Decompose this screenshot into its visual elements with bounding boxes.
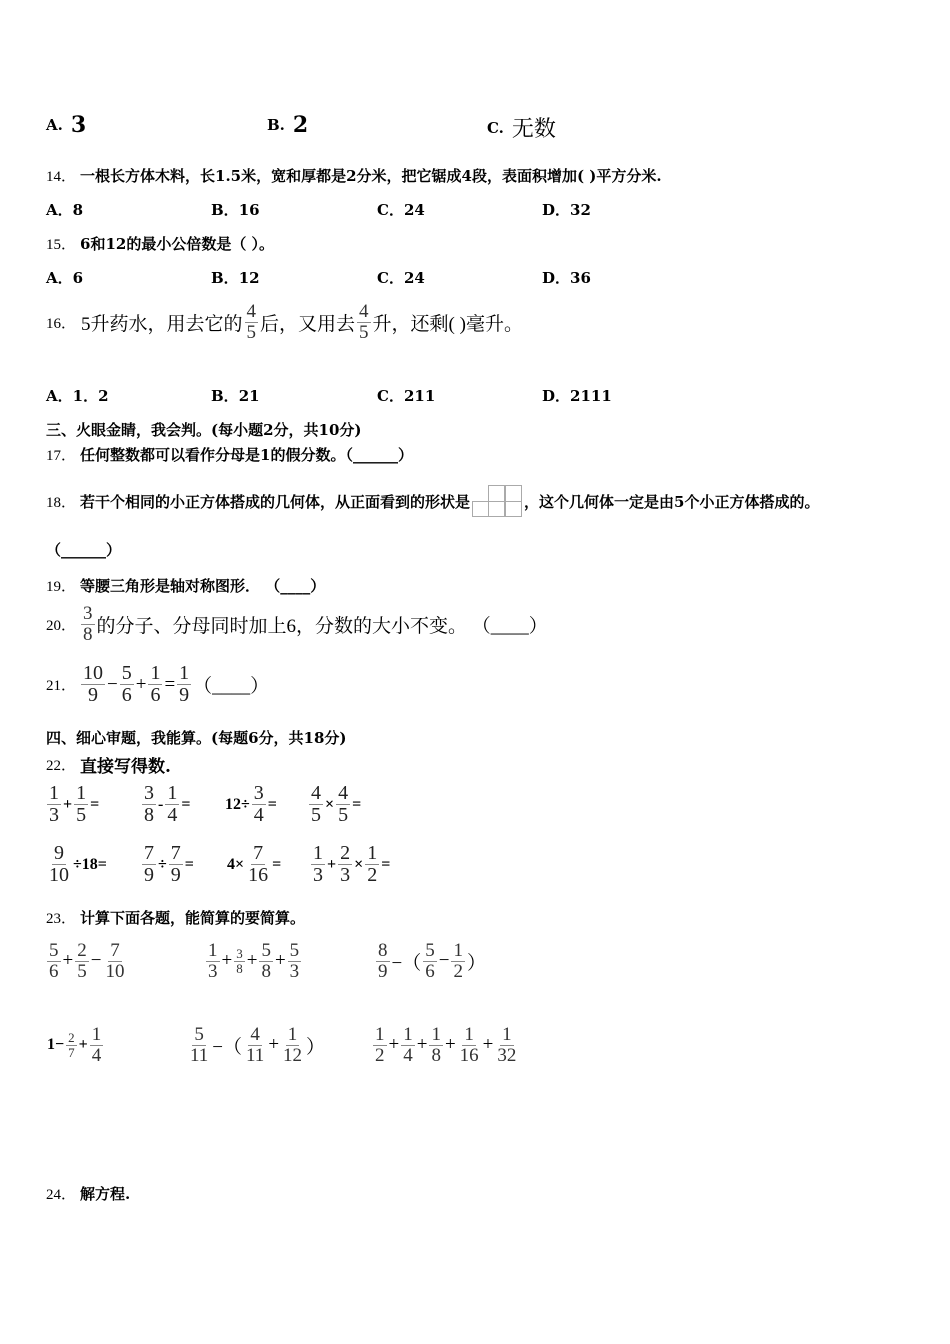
question-19 <box>46 575 325 596</box>
fraction <box>120 663 134 706</box>
fraction-numerator: 1 <box>375 1024 385 1045</box>
option-label: C． <box>377 387 404 405</box>
option-label: B. <box>267 116 285 134</box>
fraction-denominator: 6 <box>49 960 59 982</box>
expression <box>308 783 362 826</box>
q16-option-a <box>46 385 109 406</box>
fraction-numerator: 5 <box>49 940 59 961</box>
question-21 <box>46 663 270 706</box>
option-label: D． <box>542 387 571 405</box>
expression <box>46 783 100 826</box>
fraction-denominator: 4 <box>403 1044 413 1066</box>
option-value: 24 <box>403 268 425 287</box>
question-15 <box>46 233 274 254</box>
fraction-numerator: 1 <box>453 940 463 961</box>
question-text: 解方程. <box>80 1185 131 1203</box>
fraction-numerator: 3 <box>83 603 93 624</box>
question-17 <box>46 444 413 465</box>
fraction-denominator: 10 <box>49 864 69 886</box>
fraction-numerator: 7 <box>144 842 154 864</box>
fraction-denominator: 9 <box>179 684 190 706</box>
fraction-numerator: 5 <box>194 1024 204 1045</box>
fraction <box>336 783 350 826</box>
fraction <box>423 941 437 982</box>
fraction-numerator: 1 <box>367 842 378 864</box>
fraction <box>66 1031 77 1059</box>
fraction <box>81 663 105 706</box>
fraction <box>188 1025 210 1066</box>
option-value: 2 <box>292 112 309 138</box>
question-text: 计算下面各题，能简算的要简算。 <box>80 909 306 927</box>
question-text: 若干个相同的小正方体搭成的几何体，从正面看到的形状是 <box>80 492 471 511</box>
q23-item <box>375 941 487 982</box>
expression <box>372 1025 519 1066</box>
fraction-denominator: 8 <box>144 804 154 826</box>
fraction-numerator: 10 <box>83 662 104 684</box>
option-value: 12 <box>238 268 260 287</box>
q14-option-a <box>46 199 83 220</box>
fraction-numerator: 3 <box>144 782 154 804</box>
fraction-numerator: 5 <box>121 662 132 684</box>
option-value: 2111 <box>570 386 612 405</box>
fraction-denominator: 5 <box>246 321 257 343</box>
fraction-denominator: 8 <box>83 623 93 645</box>
expression <box>187 1025 326 1066</box>
fraction-denominator: 3 <box>289 960 300 982</box>
option-label: A． <box>46 269 73 287</box>
fraction-numerator: 1 <box>179 662 190 684</box>
expression-text: = <box>352 795 362 813</box>
fraction-denominator: 5 <box>338 804 349 826</box>
fraction-denominator: 6 <box>150 684 161 706</box>
question-number: 14． <box>46 169 77 185</box>
fraction-denominator: 9 <box>170 864 181 886</box>
fraction-numerator: 3 <box>253 782 264 804</box>
question-text: 任何整数都可以看作分母是1的假分数。（______） <box>80 446 413 464</box>
option-label: D． <box>542 269 571 287</box>
fraction-numerator: 1 <box>313 842 323 864</box>
section-3-heading: 三、火眼金睛，我会判。(每小题2分，共10分) <box>46 421 362 439</box>
option-value: 3 <box>70 112 87 138</box>
q15-option-a <box>46 267 83 288</box>
q22-item <box>308 783 362 826</box>
q22-item <box>46 843 108 886</box>
option-value: 16 <box>238 200 260 219</box>
fraction <box>244 1025 266 1066</box>
fraction <box>357 302 371 343</box>
expression-text: + <box>246 950 258 972</box>
option-label: A． <box>46 201 73 219</box>
expression-text: + <box>221 950 233 972</box>
expression-text: −（ <box>212 1036 243 1058</box>
option-label: A． <box>46 387 73 405</box>
question-24 <box>46 1183 130 1204</box>
option-value: 211 <box>403 386 436 405</box>
fraction-denominator: 3 <box>313 864 323 886</box>
fraction <box>74 783 88 826</box>
expression-text: + <box>135 673 147 695</box>
fraction <box>177 663 191 706</box>
question-number: 22． <box>46 758 77 774</box>
expression <box>141 783 191 826</box>
expression-text: （____） <box>193 676 270 697</box>
fraction-numerator: 9 <box>54 842 64 864</box>
question-text: 直接写得数. <box>80 757 171 777</box>
q13-option-c <box>487 112 556 143</box>
fraction <box>495 1025 518 1066</box>
fraction <box>169 843 183 886</box>
expression <box>141 843 195 886</box>
fraction-numerator: 4 <box>250 1024 260 1045</box>
q22-item <box>141 843 195 886</box>
fraction <box>47 783 61 826</box>
fraction <box>373 1025 387 1066</box>
expression-text: −（ <box>391 952 422 974</box>
option-label: C． <box>377 269 404 287</box>
q23-item <box>187 1025 326 1066</box>
fraction-numerator: 5 <box>425 940 435 961</box>
expression-text: × <box>325 795 335 813</box>
fraction-denominator: 16 <box>459 1044 479 1066</box>
fraction <box>311 843 325 886</box>
expression <box>310 843 391 886</box>
q23-item <box>46 1025 104 1066</box>
expression-text: − <box>438 950 450 972</box>
fraction <box>206 941 220 982</box>
q13-option-b <box>267 112 308 138</box>
expression <box>46 843 108 886</box>
question-text: 等腰三角形是轴对称图形． （____） <box>80 577 326 595</box>
expression-text: + <box>416 1034 428 1056</box>
fraction-numerator: 1 <box>150 662 161 684</box>
expression-text: ÷18= <box>73 855 107 873</box>
expression-text: × <box>354 855 364 873</box>
fraction-denominator: 32 <box>497 1044 517 1066</box>
fraction-denominator: 11 <box>190 1044 209 1066</box>
q22-item <box>224 783 278 826</box>
q22-item <box>226 843 282 886</box>
fraction-denominator: 3 <box>340 864 351 886</box>
question-22 <box>46 752 171 777</box>
fraction <box>338 843 352 886</box>
expression-text: = <box>164 673 176 695</box>
option-value: 1．2 <box>72 387 109 405</box>
fraction <box>365 843 379 886</box>
fraction-denominator: 5 <box>359 321 369 343</box>
question-number: 24． <box>46 1187 77 1203</box>
q14-option-c <box>377 199 425 220</box>
question-number: 15． <box>46 237 77 253</box>
fraction-denominator: 5 <box>76 804 87 826</box>
fraction-numerator: 8 <box>378 940 388 961</box>
fraction <box>165 783 179 826</box>
fraction <box>47 843 71 886</box>
option-label: B． <box>211 269 239 287</box>
fraction <box>148 663 162 706</box>
fraction-numerator: 4 <box>246 301 257 322</box>
expression-text: = <box>272 855 282 873</box>
q16-option-d <box>542 385 612 406</box>
question-text-continued: ，这个几何体一定是由5个小正方体搭成的。 <box>524 492 820 511</box>
fraction-denominator: 4 <box>91 1044 102 1066</box>
question-number: 21． <box>46 678 77 694</box>
expression-text: − <box>90 950 102 972</box>
fraction <box>451 941 465 982</box>
expression-text: + <box>268 1034 280 1056</box>
option-label: B． <box>211 387 239 405</box>
expression <box>46 941 127 982</box>
fraction-denominator: 3 <box>208 960 218 982</box>
expression-text: 1− <box>47 1036 65 1054</box>
expression-text: 升，还剩( )毫升。 <box>372 313 523 335</box>
fraction-denominator: 2 <box>367 864 378 886</box>
fraction <box>234 947 245 975</box>
option-label: D． <box>542 201 571 219</box>
question-number: 20． <box>46 617 77 634</box>
fraction-numerator: 7 <box>110 940 120 961</box>
fraction <box>376 941 390 982</box>
fraction-denominator: 3 <box>49 804 59 826</box>
question-text <box>80 302 524 343</box>
option-value: 无数 <box>511 117 556 142</box>
fraction-denominator: 12 <box>283 1044 303 1066</box>
q22-item <box>141 783 191 826</box>
question-number: 16． <box>46 315 77 332</box>
fraction-numerator: 2 <box>68 1030 75 1046</box>
expression-text: 5升药水，用去它的 <box>81 313 243 335</box>
question-expression <box>80 663 270 706</box>
question-14 <box>46 165 662 186</box>
fraction <box>90 1025 104 1066</box>
question-23 <box>46 907 305 928</box>
fraction <box>252 783 266 826</box>
fraction-numerator: 4 <box>338 782 349 804</box>
fraction-numerator: 3 <box>236 946 243 962</box>
q14-option-d <box>542 199 591 220</box>
fraction-numerator: 1 <box>464 1024 474 1045</box>
question-16 <box>46 302 524 343</box>
q22-item <box>46 783 100 826</box>
expression-text: ） <box>466 952 486 974</box>
expression <box>375 941 487 982</box>
q13-option-a <box>46 112 86 138</box>
option-value: 8 <box>72 200 84 219</box>
front-view-shape-figure <box>472 485 522 517</box>
expression <box>226 843 282 886</box>
fraction <box>47 941 61 982</box>
q14-option-b <box>211 199 260 220</box>
fraction-denominator: 9 <box>144 864 154 886</box>
question-number: 18． <box>46 494 77 511</box>
expression-text: + <box>482 1034 494 1056</box>
expression-text: + <box>444 1034 456 1056</box>
fraction-numerator: 4 <box>359 301 369 322</box>
fraction-numerator: 1 <box>76 782 87 804</box>
q15-option-c <box>377 267 425 288</box>
option-value: 21 <box>238 386 260 405</box>
fraction <box>429 1025 443 1066</box>
fraction-denominator: 7 <box>68 1044 75 1060</box>
q16-option-b <box>211 385 260 406</box>
expression-text: + <box>388 1034 400 1056</box>
option-label: B． <box>211 201 239 219</box>
fraction-denominator: 16 <box>248 864 269 886</box>
q23-item <box>372 1025 519 1066</box>
fraction <box>259 941 273 982</box>
expression-text: ÷ <box>158 855 167 873</box>
fraction-numerator: 1 <box>431 1024 441 1045</box>
question-20 <box>46 604 549 645</box>
question-number: 23． <box>46 911 77 927</box>
fraction-denominator: 4 <box>253 804 264 826</box>
fraction-numerator: 1 <box>403 1024 413 1045</box>
fraction-numerator: 7 <box>170 842 181 864</box>
expression-text: ） <box>306 1036 326 1058</box>
fraction-numerator: 1 <box>287 1024 298 1045</box>
section-4-heading: 四、细心审题，我能算。(每题6分，共18分) <box>46 729 347 747</box>
expression-text: = <box>184 855 194 873</box>
fraction <box>245 302 259 343</box>
expression-text: = <box>267 795 277 813</box>
fraction-denominator: 9 <box>378 960 388 982</box>
fraction <box>75 941 89 982</box>
expression-text: + <box>78 1036 88 1054</box>
fraction-numerator: 1 <box>49 782 59 804</box>
q22-item <box>310 843 391 886</box>
fraction-denominator: 6 <box>425 960 435 982</box>
option-value: 24 <box>403 200 425 219</box>
expression <box>224 783 278 826</box>
expression-text: = <box>90 795 100 813</box>
fraction-denominator: 8 <box>431 1044 441 1066</box>
q15-option-b <box>211 267 260 288</box>
fraction-numerator: 5 <box>261 940 271 961</box>
q23-item <box>46 941 127 982</box>
option-value: 6 <box>72 268 84 287</box>
fraction-denominator: 8 <box>236 960 243 976</box>
expression-text: 的分子、分母同时加上6，分数的大小不变。 （____） <box>96 615 548 637</box>
fraction-denominator: 2 <box>453 960 463 982</box>
question-number: 19． <box>46 579 77 595</box>
fraction <box>142 783 156 826</box>
fraction-numerator: 1 <box>208 940 218 961</box>
option-label: C. <box>487 118 504 137</box>
fraction-denominator: 5 <box>77 960 87 982</box>
fraction-denominator: 4 <box>167 804 178 826</box>
fraction-denominator: 2 <box>375 1044 385 1066</box>
option-label: C． <box>377 201 404 219</box>
fraction <box>281 1025 304 1066</box>
expression-text: 4× <box>227 855 245 873</box>
expression-text: + <box>327 855 337 873</box>
q16-option-c <box>377 385 435 406</box>
expression-text: + <box>63 795 73 813</box>
fraction <box>458 1025 481 1066</box>
option-value: 32 <box>570 200 591 219</box>
fraction-numerator: 2 <box>340 842 351 864</box>
expression-text: = <box>181 795 191 813</box>
question-text: 6和12的最小公倍数是（ ）。 <box>80 235 275 253</box>
fraction <box>288 941 302 982</box>
fraction-numerator: 2 <box>77 940 87 961</box>
question-18 <box>46 485 819 517</box>
fraction-denominator: 11 <box>246 1044 265 1066</box>
question-number: 17． <box>46 448 77 464</box>
q23-item <box>205 941 302 982</box>
q15-option-d <box>542 267 591 288</box>
expression-text: + <box>62 950 74 972</box>
fraction <box>401 1025 415 1066</box>
fraction-numerator: 4 <box>311 782 321 804</box>
fraction <box>246 843 270 886</box>
expression-text: 12÷ <box>225 795 250 813</box>
fraction <box>81 604 95 645</box>
expression-text: - <box>158 795 164 813</box>
fraction-numerator: 1 <box>167 782 178 804</box>
expression-text: = <box>381 855 391 873</box>
fraction-denominator: 8 <box>261 960 271 982</box>
expression-text: + <box>274 950 286 972</box>
fraction-numerator: 7 <box>253 842 264 864</box>
fraction-denominator: 5 <box>311 804 321 826</box>
fraction-numerator: 1 <box>502 1024 512 1045</box>
question-text <box>80 604 549 645</box>
fraction-denominator: 6 <box>121 684 132 706</box>
expression-text: 后，又用去 <box>260 313 356 335</box>
option-value: 36 <box>570 268 591 287</box>
fraction <box>103 941 126 982</box>
fraction-denominator: 9 <box>88 684 99 706</box>
fraction <box>142 843 156 886</box>
expression <box>205 941 302 982</box>
fraction <box>309 783 323 826</box>
fraction-numerator: 5 <box>289 940 300 961</box>
fraction-denominator: 10 <box>105 960 125 982</box>
question-text: 一根长方体木料，长1.5米，宽和厚都是2分米，把它锯成4段，表面积增加( )平方分米. <box>80 167 662 185</box>
expression <box>46 1025 104 1066</box>
fraction-numerator: 1 <box>91 1024 102 1045</box>
q18-answer-blank: （______） <box>46 541 122 559</box>
expression-text: − <box>107 673 118 695</box>
option-label: A. <box>46 116 63 134</box>
